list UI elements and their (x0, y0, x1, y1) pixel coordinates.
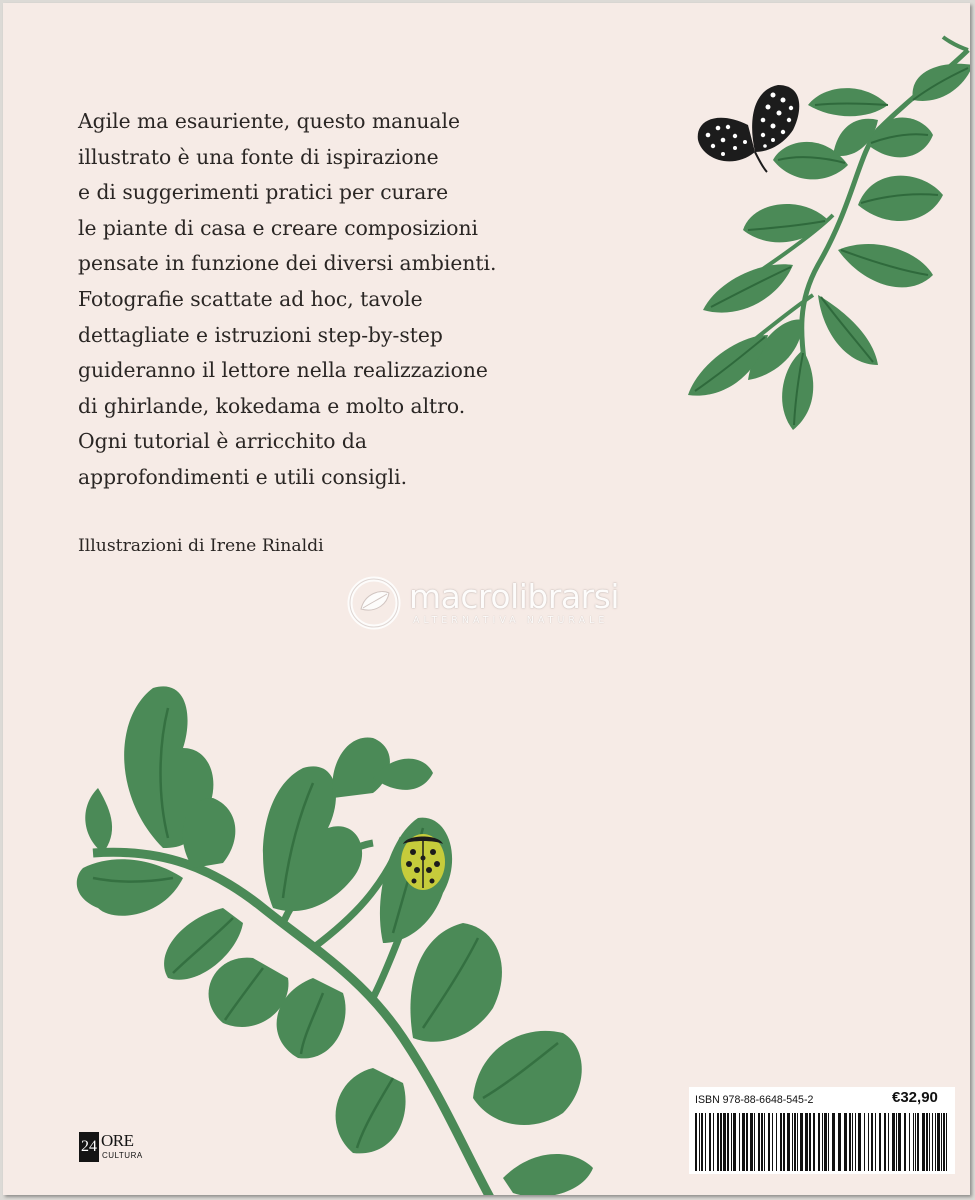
barcode-bar (746, 1113, 748, 1171)
barcode-bar (818, 1113, 820, 1171)
barcode-bar (733, 1113, 736, 1171)
barcode-bar (754, 1113, 755, 1171)
description-line: Agile ma esauriente, questo manuale (78, 109, 460, 133)
barcode-bar (780, 1113, 782, 1171)
barcode-bar (852, 1113, 853, 1171)
barcode-box (689, 1087, 955, 1174)
barcode-bar (750, 1113, 753, 1171)
watermark-tagline: ALTERNATIVA NATURALE (413, 615, 609, 626)
barcode-bar (926, 1113, 928, 1171)
book-description (78, 104, 598, 496)
barcode-bar (824, 1113, 827, 1171)
barcode-bar (739, 1113, 740, 1171)
description-line: Fotografie scattate ad hoc, tavole (78, 286, 423, 311)
description-line: approfondimenti e utili consigli. (78, 464, 408, 489)
description-line: dettagliate e istruzioni step-by-step (78, 322, 443, 347)
barcode-bar (929, 1113, 930, 1171)
watermark-name: macrolibrarsi (409, 577, 620, 616)
ladybug-icon (401, 834, 445, 890)
barcode-bar (946, 1113, 947, 1171)
barcode-bar (913, 1113, 914, 1171)
barcode-bar (935, 1113, 936, 1171)
book-back-cover (3, 3, 970, 1195)
barcode-bar (717, 1113, 719, 1171)
barcode-bar (917, 1113, 919, 1171)
barcode-bar (776, 1113, 777, 1171)
barcode-bar (764, 1113, 765, 1171)
barcode-bar (896, 1113, 897, 1171)
barcode-bar (922, 1113, 925, 1171)
barcode-bar (709, 1113, 711, 1171)
description-line: di ghirlande, kokedama e molto altro. (78, 393, 466, 418)
illustrator-credit: Illustrazioni di Irene Rinaldi (78, 536, 324, 556)
barcode-bar (772, 1113, 773, 1171)
barcode-bar (888, 1113, 889, 1171)
barcode-bar (742, 1113, 745, 1171)
barcode-bar (813, 1113, 815, 1171)
barcode-bar (871, 1113, 873, 1171)
description-line: le piante di casa e creare composizioni (78, 215, 479, 240)
leaf-branch-icon (688, 37, 970, 430)
barcode-bar (797, 1113, 798, 1171)
barcode-bar (705, 1113, 706, 1171)
barcode-bar (822, 1113, 823, 1171)
publisher-logo (79, 1132, 159, 1166)
barcode-bar (794, 1113, 796, 1171)
barcode-bar (875, 1113, 876, 1171)
barcode-bar (943, 1113, 945, 1171)
barcode-bar (879, 1113, 881, 1171)
barcode-bar (805, 1113, 808, 1171)
barcode-bar (699, 1113, 700, 1171)
description-line: e di suggerimenti pratici per curare (78, 180, 449, 205)
description-line: Ogni tutorial è arricchito da (78, 429, 367, 454)
barcode-bar (695, 1113, 697, 1171)
macrolibrarsi-logo-icon (343, 575, 405, 631)
barcode-bar (858, 1113, 861, 1171)
barcode-bar (787, 1113, 790, 1171)
sprig-icon (77, 686, 593, 1195)
publisher-number: 24 (79, 1132, 99, 1162)
barcode-bar (713, 1113, 714, 1171)
barcode-bar (932, 1113, 933, 1171)
barcode-bar (844, 1113, 847, 1171)
barcode-icon (695, 1113, 949, 1171)
barcode-bar (768, 1113, 770, 1171)
watermark (343, 575, 643, 635)
barcode-bar (701, 1113, 703, 1171)
leaf-branch-illustration (643, 35, 970, 435)
barcode-bar (849, 1113, 851, 1171)
isbn-number: ISBN 978-88-6648-545-2 (695, 1094, 814, 1106)
barcode-bar (898, 1113, 901, 1171)
barcode-bar (809, 1113, 811, 1171)
barcode-bar (731, 1113, 732, 1171)
barcode-bar (720, 1113, 722, 1171)
description-line: illustrato è una fonte di ispirazione (78, 144, 439, 169)
barcode-bar (864, 1113, 865, 1171)
barcode-bar (761, 1113, 763, 1171)
barcode-bar (792, 1113, 793, 1171)
barcode-bar (727, 1113, 729, 1171)
barcode-bar (783, 1113, 785, 1171)
description-line: pensate in funzione dei diversi ambienti. (78, 251, 497, 276)
price-label: €32,90 (892, 1089, 938, 1106)
barcode-bar (937, 1113, 940, 1171)
barcode-bar (758, 1113, 760, 1171)
description-line: guideranno il lettore nella realizzazione (78, 358, 488, 383)
barcode-bar (855, 1113, 856, 1171)
barcode-bar (723, 1113, 726, 1171)
barcode-bar (884, 1113, 886, 1171)
barcode-bar (828, 1113, 829, 1171)
sprig-illustration (73, 678, 603, 1195)
barcode-bar (868, 1113, 869, 1171)
publisher-word: ORE (101, 1131, 134, 1150)
barcode-bar (941, 1113, 942, 1171)
publisher-imprint: CULTURA (102, 1151, 143, 1160)
barcode-bar (909, 1113, 910, 1171)
barcode-bar (838, 1113, 841, 1171)
barcode-bar (915, 1113, 916, 1171)
barcode-bar (892, 1113, 895, 1171)
barcode-bar (800, 1113, 803, 1171)
barcode-bar (832, 1113, 835, 1171)
barcode-bar (904, 1113, 906, 1171)
